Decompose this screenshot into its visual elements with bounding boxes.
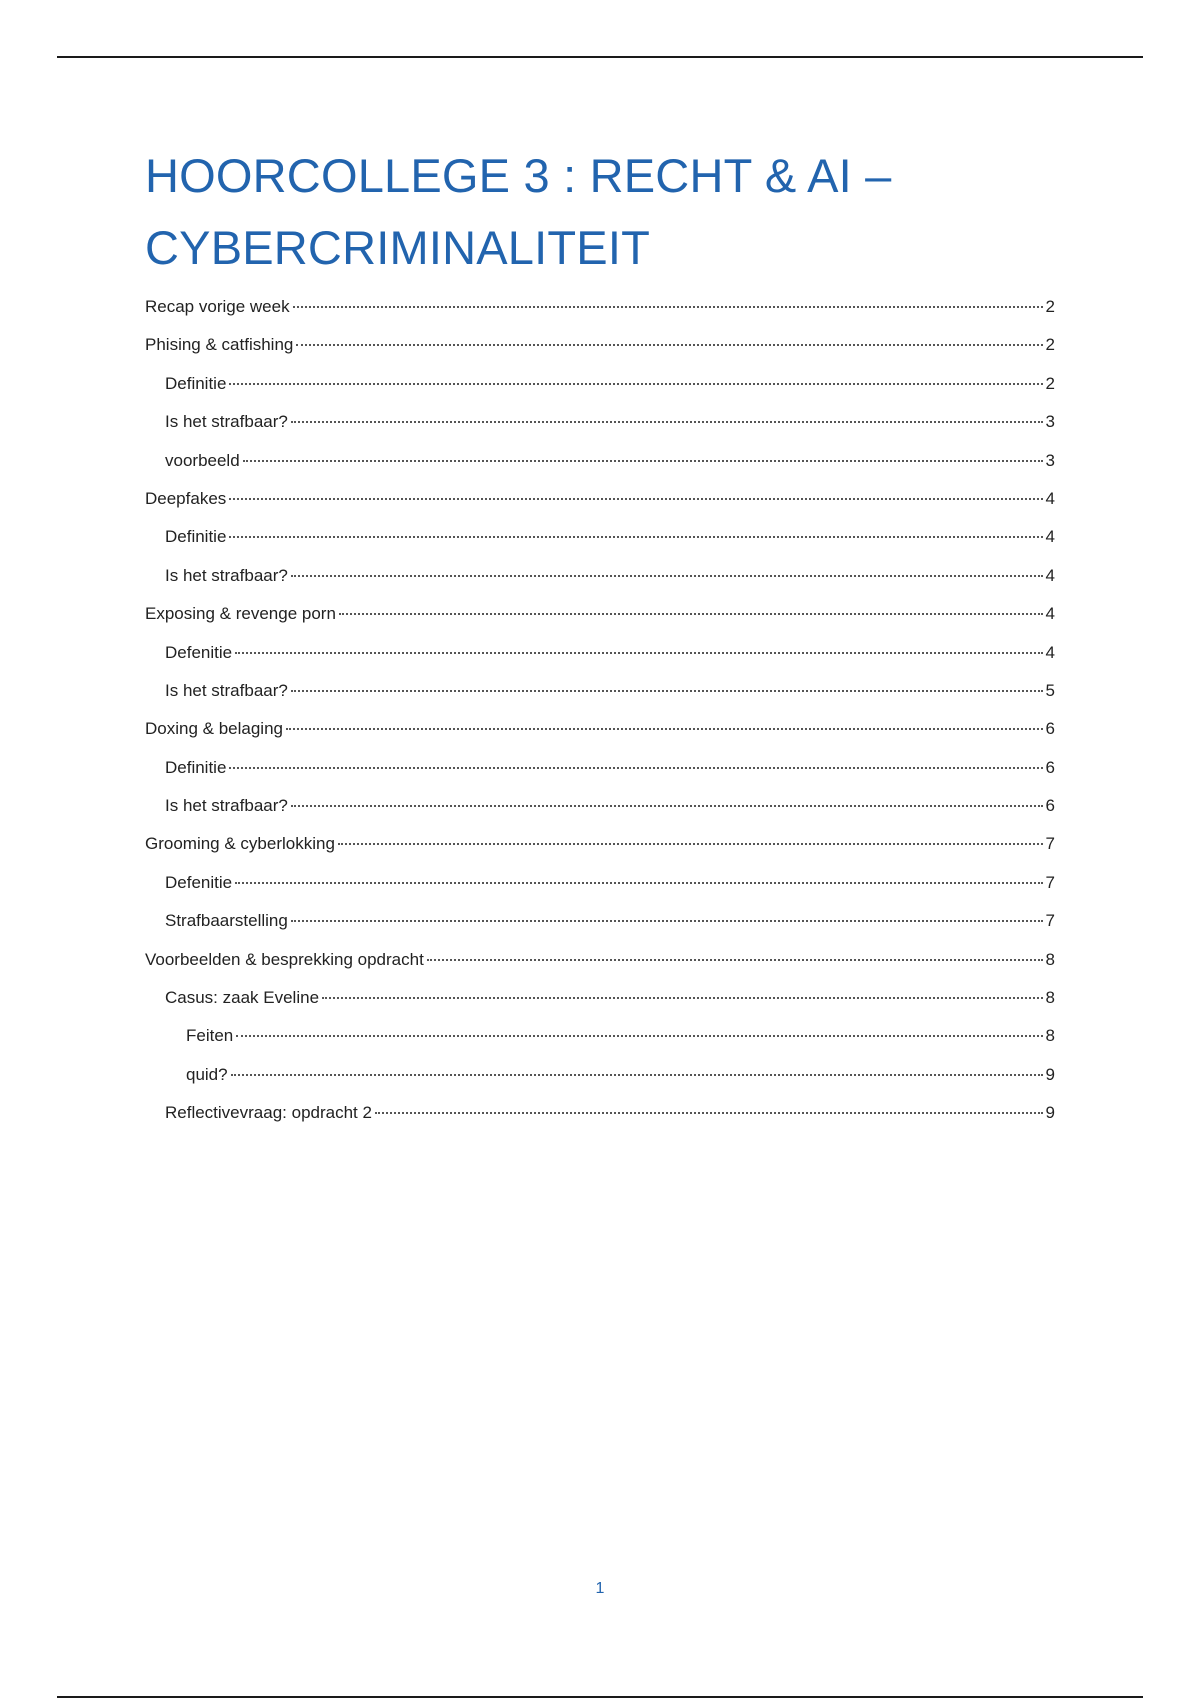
toc-entry-page-number: 4 <box>1045 527 1055 547</box>
toc-dot-leader <box>375 1112 1043 1114</box>
toc-entry-page-number: 6 <box>1045 796 1055 816</box>
toc-entry-label: Strafbaarstelling <box>165 911 288 931</box>
toc-entry[interactable] <box>145 911 1055 949</box>
toc-entry-page-number: 4 <box>1045 488 1055 508</box>
toc-dot-leader <box>293 306 1043 308</box>
page-number: 1 <box>595 1580 605 1597</box>
toc-dot-leader <box>339 613 1043 615</box>
toc-entry-label: Grooming & cyberlokking <box>145 834 335 854</box>
toc-entry[interactable] <box>145 1103 1055 1141</box>
toc-entry[interactable] <box>145 796 1055 834</box>
toc-entry-page-number: 7 <box>1045 834 1055 854</box>
toc-dot-leader <box>286 728 1043 730</box>
toc-entry[interactable] <box>145 643 1055 681</box>
toc-entry-label: Definitie <box>165 757 227 777</box>
toc-entry[interactable] <box>145 873 1055 911</box>
toc-entry-page-number: 5 <box>1045 680 1055 700</box>
toc-entry-label: voorbeeld <box>165 450 240 470</box>
toc-entry-label: Exposing & revenge porn <box>145 604 336 624</box>
toc-entry-page-number: 6 <box>1045 719 1055 739</box>
toc-entry-page-number: 9 <box>1045 1064 1055 1084</box>
toc-entry-label: Is het strafbaar? <box>165 796 288 816</box>
toc-entry[interactable] <box>145 489 1055 527</box>
toc-entry[interactable] <box>145 297 1055 335</box>
toc-entry[interactable] <box>145 719 1055 757</box>
toc-entry-label: quid? <box>186 1064 228 1084</box>
toc-entry-page-number: 8 <box>1045 949 1055 969</box>
toc-dot-leader <box>231 1074 1043 1076</box>
toc-entry[interactable] <box>145 604 1055 642</box>
toc-entry-page-number: 7 <box>1045 911 1055 931</box>
toc-entry-label: Phising & catfishing <box>145 335 294 355</box>
document-title <box>145 140 1025 284</box>
toc-entry[interactable] <box>145 1026 1055 1064</box>
toc-dot-leader <box>291 805 1043 807</box>
toc-dot-leader <box>322 997 1043 999</box>
toc-entry-label: Defenitie <box>165 872 233 892</box>
toc-entry-page-number: 8 <box>1045 988 1055 1008</box>
toc-entry[interactable] <box>145 335 1055 373</box>
toc-entry-page-number: 3 <box>1045 412 1055 432</box>
toc-entry-page-number: 6 <box>1045 757 1055 777</box>
toc-entry-label: Is het strafbaar? <box>165 565 288 585</box>
toc-dot-leader <box>291 690 1043 692</box>
toc-dot-leader <box>235 652 1043 654</box>
toc-entry-label: Defenitie <box>165 642 233 662</box>
toc-dot-leader <box>236 1035 1043 1037</box>
toc-dot-leader <box>229 536 1043 538</box>
toc-entry-label: Deepfakes <box>145 488 227 508</box>
toc-dot-leader <box>235 882 1043 884</box>
toc-dot-leader <box>229 498 1043 500</box>
toc-entry-label: Is het strafbaar? <box>165 680 288 700</box>
toc-entry-page-number: 4 <box>1045 642 1055 662</box>
toc-entry[interactable] <box>145 566 1055 604</box>
toc-entry-page-number: 4 <box>1045 604 1055 624</box>
table-of-contents <box>145 297 1055 1142</box>
toc-entry-page-number: 2 <box>1045 297 1055 316</box>
toc-entry-page-number: 2 <box>1045 335 1055 355</box>
toc-entry[interactable] <box>145 758 1055 796</box>
toc-dot-leader <box>291 575 1043 577</box>
toc-entry-page-number: 9 <box>1045 1103 1055 1123</box>
toc-entry[interactable] <box>145 681 1055 719</box>
toc-entry-page-number: 7 <box>1045 872 1055 892</box>
toc-dot-leader <box>291 421 1043 423</box>
toc-entry-page-number: 2 <box>1045 373 1055 393</box>
toc-entry[interactable] <box>145 988 1055 1026</box>
toc-entry[interactable] <box>145 527 1055 565</box>
toc-entry[interactable] <box>145 374 1055 412</box>
toc-entry-label: Reflectivevraag: opdracht 2 <box>165 1103 372 1123</box>
toc-entry-page-number: 8 <box>1045 1026 1055 1046</box>
toc-entry[interactable] <box>145 451 1055 489</box>
toc-dot-leader <box>243 460 1043 462</box>
toc-entry[interactable] <box>145 412 1055 450</box>
document-title-line-1: HOORCOLLEGE 3 : RECHT & AI – <box>145 149 892 202</box>
toc-entry[interactable] <box>145 834 1055 872</box>
toc-dot-leader <box>338 843 1043 845</box>
footer-rule <box>57 1696 1143 1698</box>
toc-dot-leader <box>291 920 1043 922</box>
toc-entry-label: Definitie <box>165 373 227 393</box>
toc-entry-label: Recap vorige week <box>145 297 290 316</box>
header-rule <box>57 56 1143 58</box>
toc-entry-label: Is het strafbaar? <box>165 412 288 432</box>
toc-dot-leader <box>229 383 1043 385</box>
toc-entry-page-number: 3 <box>1045 450 1055 470</box>
toc-entry-label: Doxing & belaging <box>145 719 283 739</box>
toc-dot-leader <box>296 344 1043 346</box>
toc-entry-label: Casus: zaak Eveline <box>165 988 320 1008</box>
toc-dot-leader <box>229 767 1043 769</box>
document-title-line-2: CYBERCRIMINALITEIT <box>145 221 650 274</box>
toc-entry-label: Definitie <box>165 527 227 547</box>
toc-entry[interactable] <box>145 1065 1055 1103</box>
toc-entry-label: Voorbeelden & besprekking opdracht <box>145 949 424 969</box>
toc-dot-leader <box>427 959 1043 961</box>
toc-entry[interactable] <box>145 950 1055 988</box>
toc-entry-label: Feiten <box>186 1026 234 1046</box>
toc-entry-page-number: 4 <box>1045 565 1055 585</box>
